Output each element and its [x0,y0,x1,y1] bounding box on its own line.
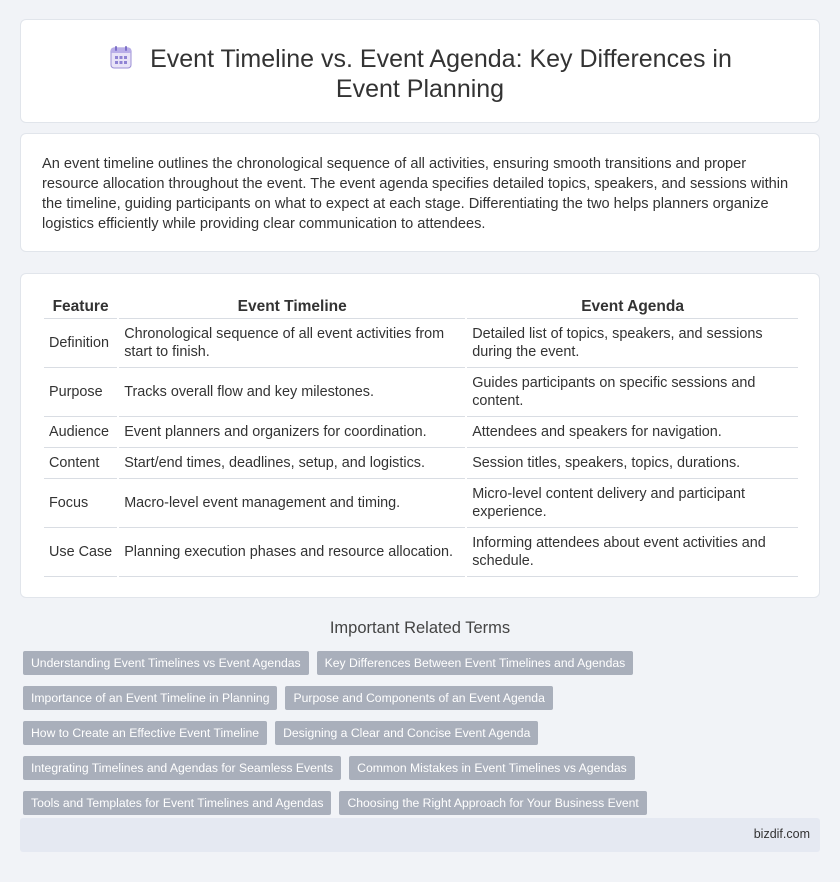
table-row [44,319,798,368]
table-row [44,448,798,479]
row-agenda-cell: Guides participants on specific sessions and content. [467,368,798,417]
related-term-link[interactable]: Tools and Templates for Event Timelines and Agendas [23,791,331,815]
row-feature: Content [44,448,117,479]
row-timeline-cell: Macro-level event management and timing. [119,479,465,528]
row-agenda-cell: Session titles, speakers, topics, durations. [467,448,798,479]
column-header-agenda: Event Agenda [467,295,798,319]
row-feature: Purpose [44,368,117,417]
row-agenda-cell: Attendees and speakers for navigation. [467,417,798,448]
row-agenda-cell: Informing attendees about event activities and schedule. [467,528,798,577]
table-row [44,368,798,417]
row-timeline-cell: Chronological sequence of all event activities from start to finish. [119,319,465,368]
related-term-link[interactable]: Choosing the Right Approach for Your Business Event [339,791,646,815]
related-term-link[interactable]: How to Create an Effective Event Timeline [23,721,267,745]
intro-card [20,133,820,252]
intro-paragraph: An event timeline outlines the chronological sequence of all activities, ensuring smooth transitions and proper resource allocation throughout the event. The event agenda specifies detailed topics, speakers, and sessions within the timeline, guiding participants on what to expect at each stage. Differentiating the two helps planners organize logistics efficiently while providing clear communication to attendees. [42,156,789,232]
table-header-row [44,295,798,319]
row-timeline-cell: Planning execution phases and resource allocation. [119,528,465,577]
table-row [44,528,798,577]
row-feature: Use Case [44,528,117,577]
header-card [20,19,820,123]
column-header-feature: Feature [44,295,117,319]
row-feature: Audience [44,417,117,448]
row-agenda-cell: Micro-level content delivery and participant experience. [467,479,798,528]
row-timeline-cell: Tracks overall flow and key milestones. [119,368,465,417]
page-title: Event Timeline vs. Event Agenda: Key Differences in Event Planning [150,45,732,103]
related-term-link[interactable]: Integrating Timelines and Agendas for Seamless Events [23,756,341,780]
calendar-icon [108,44,134,70]
row-agenda-cell: Detailed list of topics, speakers, and sessions during the event. [467,319,798,368]
page-title-wrap [81,44,759,104]
table-row [44,417,798,448]
related-term-link[interactable]: Importance of an Event Timeline in Planning [23,686,277,710]
related-term-link[interactable]: Designing a Clear and Concise Event Agenda [275,721,538,745]
column-header-timeline: Event Timeline [119,295,465,319]
related-terms-list [23,651,803,815]
related-term-link[interactable]: Key Differences Between Event Timelines and Agendas [317,651,634,675]
footer-site-link[interactable]: bizdif.com [753,827,810,841]
row-timeline-cell: Start/end times, deadlines, setup, and logistics. [119,448,465,479]
related-term-link[interactable]: Understanding Event Timelines vs Event Agendas [23,651,309,675]
related-term-link[interactable]: Purpose and Components of an Event Agenda [285,686,552,710]
row-feature: Focus [44,479,117,528]
footer-bar [20,818,820,852]
comparison-table [42,295,800,577]
row-feature: Definition [44,319,117,368]
related-term-link[interactable]: Common Mistakes in Event Timelines vs Agendas [349,756,635,780]
row-timeline-cell: Event planners and organizers for coordination. [119,417,465,448]
comparison-card [20,273,820,598]
table-row [44,479,798,528]
related-terms-heading: Important Related Terms [329,619,511,637]
